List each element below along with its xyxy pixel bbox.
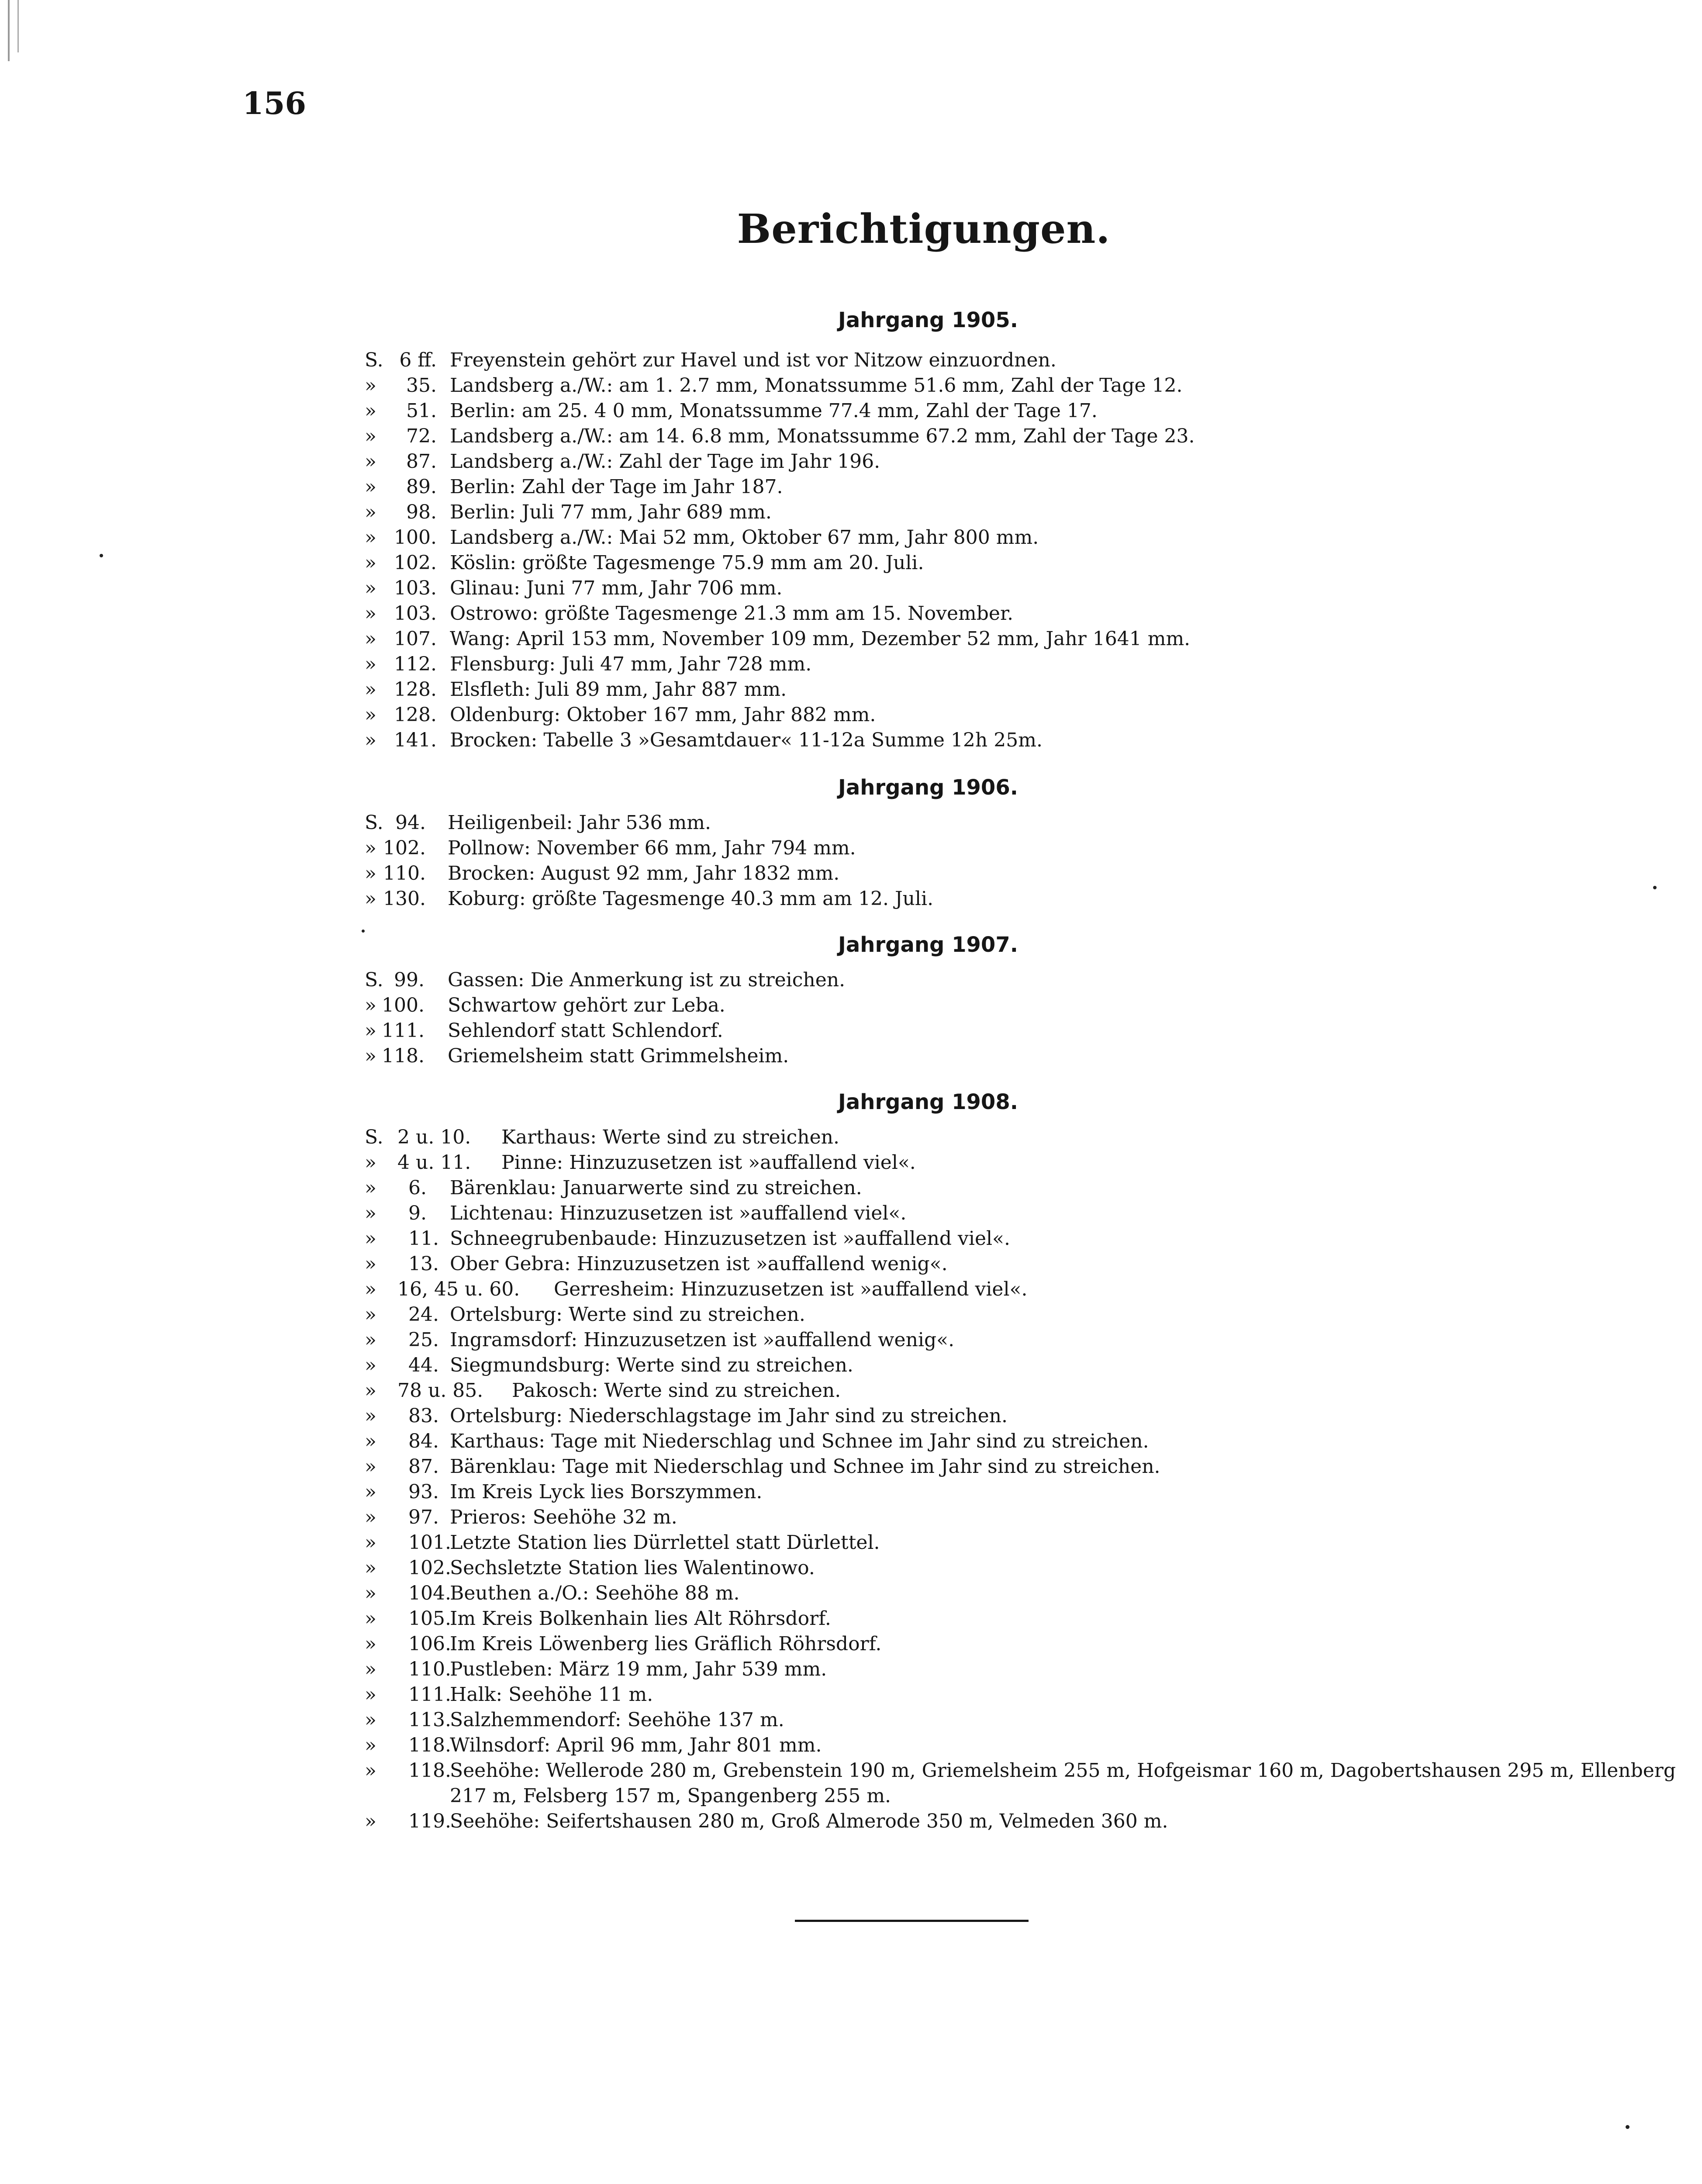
section-heading: Jahrgang 1905.: [838, 308, 1018, 332]
entry-s: »: [365, 1379, 376, 1402]
entry-text: Siegmundsburg: Werte sind zu streichen.: [450, 1354, 853, 1376]
entry-text: Im Kreis Löwenberg lies Gräflich Röhrsdorf.: [450, 1633, 882, 1655]
entry-s: »: [365, 653, 376, 675]
entry-s: »: [365, 1633, 376, 1655]
entry-s: S.: [365, 969, 383, 991]
entry-page: 97.: [408, 1506, 439, 1528]
entry-text: Griemelsheim statt Grimmelsheim.: [448, 1045, 789, 1067]
entry-s: »: [365, 602, 376, 625]
entry-text: Im Kreis Bolkenhain lies Alt Röhrsdorf.: [450, 1607, 831, 1630]
section-heading: Jahrgang 1908.: [838, 1090, 1018, 1114]
entry-text: Sechsletzte Station lies Walentinowo.: [450, 1557, 815, 1579]
entry-s: »: [365, 1303, 376, 1326]
entry-s: »: [365, 1430, 376, 1452]
entry-s: »: [365, 1045, 376, 1067]
entry-text: Schneegrubenbaude: Hinzuzusetzen ist »auffallend viel«.: [450, 1227, 1010, 1250]
entry-text: Sehlendorf statt Schlendorf.: [448, 1019, 723, 1042]
entry-text: Landsberg a./W.: am 14. 6.8 mm, Monatssumme 67.2 mm, Zahl der Tage 23.: [450, 425, 1195, 447]
entry-s: »: [365, 837, 376, 859]
entry-s: »: [365, 1455, 376, 1478]
entry-s: »: [365, 1405, 376, 1427]
entry-text: Pinne: Hinzuzusetzen ist »auffallend viel«.: [501, 1151, 916, 1174]
entry-s: S.: [365, 1126, 383, 1148]
entry-s: »: [365, 994, 376, 1016]
entry-page: 100.: [382, 994, 425, 1016]
entry-s: »: [365, 1253, 376, 1275]
entry-s: »: [365, 1329, 376, 1351]
entry-s: »: [365, 1683, 376, 1706]
entry-s: »: [365, 1709, 376, 1731]
entry-s: »: [365, 1227, 376, 1250]
entry-page: 141.: [394, 729, 437, 751]
entry-page: 119.: [408, 1810, 451, 1832]
entry-text: Heiligenbeil: Jahr 536 mm.: [448, 812, 711, 834]
entry-text: Glinau: Juni 77 mm, Jahr 706 mm.: [450, 577, 783, 599]
entry-page: 84.: [408, 1430, 439, 1452]
entry-page: 6.: [408, 1177, 427, 1199]
entry-text: Berlin: Juli 77 mm, Jahr 689 mm.: [450, 501, 772, 523]
entry-text: Schwartow gehört zur Leba.: [448, 994, 725, 1016]
entry-page: 103.: [394, 577, 437, 599]
entry-text: Köslin: größte Tagesmenge 75.9 mm am 20. Juli.: [450, 552, 924, 574]
scan-speck: [362, 930, 365, 933]
entry-text: Karthaus: Tage mit Niederschlag und Schnee im Jahr sind zu streichen.: [450, 1430, 1149, 1452]
entry-s: »: [365, 729, 376, 751]
entry-page: 118.: [408, 1734, 451, 1756]
entry-text: Ingramsdorf: Hinzuzusetzen ist »auffallend wenig«.: [450, 1329, 955, 1351]
entry-page: 128.: [394, 704, 437, 726]
section-heading: Jahrgang 1907.: [838, 933, 1018, 957]
entry-text: Bärenklau: Januarwerte sind zu streichen.: [450, 1177, 862, 1199]
entry-s: »: [365, 1607, 376, 1630]
entry-page: 102.: [408, 1557, 451, 1579]
entry-s: »: [365, 1177, 376, 1199]
entry-s: »: [365, 628, 376, 650]
entry-s: »: [365, 1810, 376, 1832]
entry-s: »: [365, 1658, 376, 1680]
entry-s: »: [365, 1734, 376, 1756]
entry-s: »: [365, 678, 376, 701]
entry-s: »: [365, 888, 376, 910]
entry-s: »: [365, 1354, 376, 1376]
entry-text: Pustleben: März 19 mm, Jahr 539 mm.: [450, 1658, 827, 1680]
entry-s: »: [365, 1278, 376, 1300]
entry-text: Halk: Seehöhe 11 m.: [450, 1683, 653, 1706]
entry-text: Bärenklau: Tage mit Niederschlag und Schnee im Jahr sind zu streichen.: [450, 1455, 1160, 1478]
entry-text: Wang: April 153 mm, November 109 mm, Dezember 52 mm, Jahr 1641 mm.: [450, 628, 1191, 650]
entry-page: 2 u. 10.: [397, 1126, 471, 1148]
entry-s: »: [365, 552, 376, 574]
entry-s: »: [365, 1506, 376, 1528]
entry-text: Salzhemmendorf: Seehöhe 137 m.: [450, 1709, 784, 1731]
entry-text: Seehöhe: Wellerode 280 m, Grebenstein 190 m, Griemelsheim 255 m, Hofgeismar 160 m, Dagobertshausen 295 m, Ellenberg: [450, 1759, 1676, 1782]
entry-page: 9.: [408, 1202, 427, 1224]
entry-text: Beuthen a./O.: Seehöhe 88 m.: [450, 1582, 740, 1604]
entry-page: 93.: [408, 1481, 439, 1503]
entry-page: 118.: [382, 1045, 425, 1067]
entry-text: Brocken: August 92 mm, Jahr 1832 mm.: [448, 862, 840, 885]
entry-s: S.: [365, 812, 383, 834]
entry-page: 104.: [408, 1582, 451, 1604]
entry-text: Lichtenau: Hinzuzusetzen ist »auffallend viel«.: [450, 1202, 907, 1224]
entry-s: »: [365, 1481, 376, 1503]
entry-page: 112.: [394, 653, 437, 675]
entry-page: 89.: [406, 476, 437, 498]
entry-s: »: [365, 1202, 376, 1224]
page-title: Berichtigungen.: [737, 205, 1111, 252]
entry-page: 110.: [383, 862, 426, 885]
entry-page: 6 ff.: [399, 349, 437, 371]
entry-text: Ober Gebra: Hinzuzusetzen ist »auffallend wenig«.: [450, 1253, 948, 1275]
entry-s: »: [365, 526, 376, 549]
entry-page: 111.: [382, 1019, 425, 1042]
entry-text: Berlin: Zahl der Tage im Jahr 187.: [450, 476, 783, 498]
entry-page: 110.: [408, 1658, 451, 1680]
entry-page: 111.: [408, 1683, 451, 1706]
entry-page: 78 u. 85.: [397, 1379, 483, 1402]
entry-text: Oldenburg: Oktober 167 mm, Jahr 882 mm.: [450, 704, 876, 726]
entry-text: Ostrowo: größte Tagesmenge 21.3 mm am 15. November.: [450, 602, 1014, 625]
entry-text: Pakosch: Werte sind zu streichen.: [512, 1379, 841, 1402]
entry-text: Seehöhe: Seifertshausen 280 m, Groß Almerode 350 m, Velmeden 360 m.: [450, 1810, 1168, 1832]
entry-page: 102.: [394, 552, 437, 574]
entry-s: S.: [365, 349, 383, 371]
entry-page: 13.: [408, 1253, 439, 1275]
entry-page: 99.: [394, 969, 425, 991]
entry-text: Landsberg a./W.: am 1. 2.7 mm, Monatssumme 51.6 mm, Zahl der Tage 12.: [450, 374, 1183, 397]
entry-text: Berlin: am 25. 4 0 mm, Monatssumme 77.4 mm, Zahl der Tage 17.: [450, 400, 1098, 422]
entry-page: 87.: [406, 450, 437, 473]
entry-text: Brocken: Tabelle 3 »Gesamtdauer« 11-12a Summe 12h 25m.: [450, 729, 1043, 751]
entry-s: »: [365, 704, 376, 726]
entry-text: Flensburg: Juli 47 mm, Jahr 728 mm.: [450, 653, 812, 675]
entry-text: Ortelsburg: Werte sind zu streichen.: [450, 1303, 805, 1326]
entry-page: 4 u. 11.: [397, 1151, 471, 1174]
entry-page: 72.: [406, 425, 437, 447]
entry-page: 35.: [406, 374, 437, 397]
entry-s: »: [365, 1151, 376, 1174]
entry-s: »: [365, 400, 376, 422]
entry-page: 100.: [394, 526, 437, 549]
entry-text: Koburg: größte Tagesmenge 40.3 mm am 12. Juli.: [448, 888, 934, 910]
entry-page: 130.: [383, 888, 426, 910]
entry-page: 16, 45 u. 60.: [397, 1278, 520, 1300]
entry-page: 101.: [408, 1531, 451, 1554]
entry-s: »: [365, 1019, 376, 1042]
entry-page: 128.: [394, 678, 437, 701]
entry-s: »: [365, 425, 376, 447]
entry-text: Prieros: Seehöhe 32 m.: [450, 1506, 677, 1528]
entry-text: Pollnow: November 66 mm, Jahr 794 mm.: [448, 837, 856, 859]
entry-page: 102.: [383, 837, 426, 859]
entry-text: Elsfleth: Juli 89 mm, Jahr 887 mm.: [450, 678, 787, 701]
entry-text: Letzte Station lies Dürrlettel statt Dürlettel.: [450, 1531, 880, 1554]
end-rule: [795, 1920, 1029, 1922]
entry-s: »: [365, 501, 376, 523]
entry-text: Ortelsburg: Niederschlagstage im Jahr sind zu streichen.: [450, 1405, 1008, 1427]
entry-s: »: [365, 1531, 376, 1554]
scan-speck: [1626, 2125, 1630, 2129]
entry-s: »: [365, 450, 376, 473]
entry-page: 105.: [408, 1607, 451, 1630]
entry-page: 106.: [408, 1633, 451, 1655]
entry-page: 51.: [406, 400, 437, 422]
entry-page: 25.: [408, 1329, 439, 1351]
entry-s: »: [365, 374, 376, 397]
scan-edge-mark: [17, 0, 19, 52]
entry-s: »: [365, 1759, 376, 1782]
entry-text: Landsberg a./W.: Mai 52 mm, Oktober 67 mm, Jahr 800 mm.: [450, 526, 1039, 549]
entry-page: 113.: [408, 1709, 451, 1731]
entry-text: Gassen: Die Anmerkung ist zu streichen.: [448, 969, 846, 991]
entry-text: Karthaus: Werte sind zu streichen.: [501, 1126, 839, 1148]
entry-text-continuation: 217 m, Felsberg 157 m, Spangenberg 255 m.: [450, 1785, 891, 1807]
entry-s: »: [365, 577, 376, 599]
entry-s: »: [365, 1557, 376, 1579]
entry-page: 11.: [408, 1227, 439, 1250]
page-number: 156: [242, 85, 307, 121]
entry-text: Gerresheim: Hinzuzusetzen ist »auffallend viel«.: [554, 1278, 1028, 1300]
entry-page: 44.: [408, 1354, 439, 1376]
entry-page: 83.: [408, 1405, 439, 1427]
entry-s: »: [365, 476, 376, 498]
scan-speck: [1653, 886, 1657, 889]
entry-s: »: [365, 1582, 376, 1604]
entry-page: 94.: [395, 812, 426, 834]
entry-page: 98.: [406, 501, 437, 523]
entry-text: Wilnsdorf: April 96 mm, Jahr 801 mm.: [450, 1734, 822, 1756]
entry-page: 118.: [408, 1759, 451, 1782]
entry-s: »: [365, 862, 376, 885]
entry-page: 103.: [394, 602, 437, 625]
entry-text: Im Kreis Lyck lies Borszymmen.: [450, 1481, 763, 1503]
entry-text: Landsberg a./W.: Zahl der Tage im Jahr 196.: [450, 450, 880, 473]
entry-page: 87.: [408, 1455, 439, 1478]
scan-speck: [100, 554, 103, 557]
entry-page: 107.: [394, 628, 437, 650]
entry-page: 24.: [408, 1303, 439, 1326]
entry-text: Freyenstein gehört zur Havel und ist vor Nitzow einzuordnen.: [450, 349, 1056, 371]
section-heading: Jahrgang 1906.: [838, 775, 1018, 800]
scan-edge-mark: [8, 0, 10, 61]
